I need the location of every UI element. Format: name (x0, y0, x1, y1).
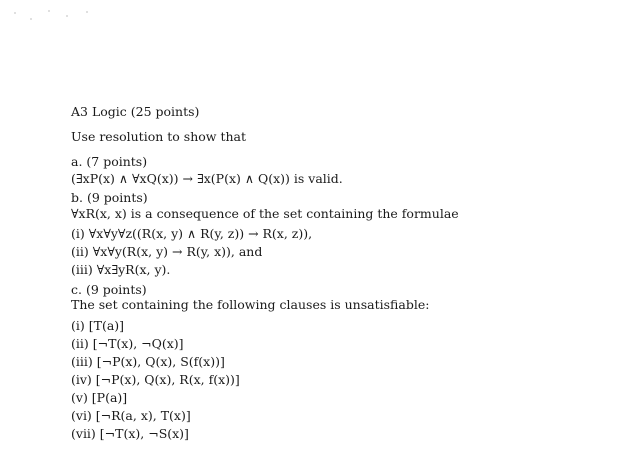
intro-text: Use resolution to show that (71, 129, 246, 144)
clause-item: (v) [P(a)] (71, 390, 128, 405)
part-c-label: c. (9 points) (71, 282, 147, 297)
part-c-statement: The set containing the following clauses is unsatisfiable: (71, 297, 430, 312)
clause-item: (i) [T(a)] (71, 318, 125, 333)
part-a-label: a. (7 points) (71, 154, 148, 169)
part-b-statement: ∀xR(x, x) is a consequence of the set containing the formulae (71, 206, 459, 221)
clause-item: (iv) [¬P(x), Q(x), R(x, f(x))] (71, 372, 240, 387)
clause-item: (iii) [¬P(x), Q(x), S(f(x))] (71, 354, 225, 369)
scan-speck (86, 11, 88, 13)
section-heading: A3 Logic (25 points) (71, 104, 200, 119)
part-b-label: b. (9 points) (71, 190, 148, 205)
scan-speck (14, 12, 16, 14)
clause-item: (vi) [¬R(a, x), T(x)] (71, 408, 191, 423)
clause-item: (vii) [¬T(x), ¬S(x)] (71, 426, 189, 441)
part-b-item: (ii) ∀x∀y(R(x, y) → R(y, x)), and (71, 244, 263, 259)
part-b-item: (iii) ∀x∃yR(x, y). (71, 262, 171, 277)
scan-speck (48, 10, 50, 12)
scan-speck (30, 18, 32, 20)
clause-item: (ii) [¬T(x), ¬Q(x)] (71, 336, 184, 351)
part-a-statement: (∃xP(x) ∧ ∀xQ(x)) → ∃x(P(x) ∧ Q(x)) is valid. (71, 171, 343, 186)
part-b-item: (i) ∀x∀y∀z((R(x, y) ∧ R(y, z)) → R(x, z)), (71, 226, 313, 241)
scan-speck (66, 15, 68, 17)
